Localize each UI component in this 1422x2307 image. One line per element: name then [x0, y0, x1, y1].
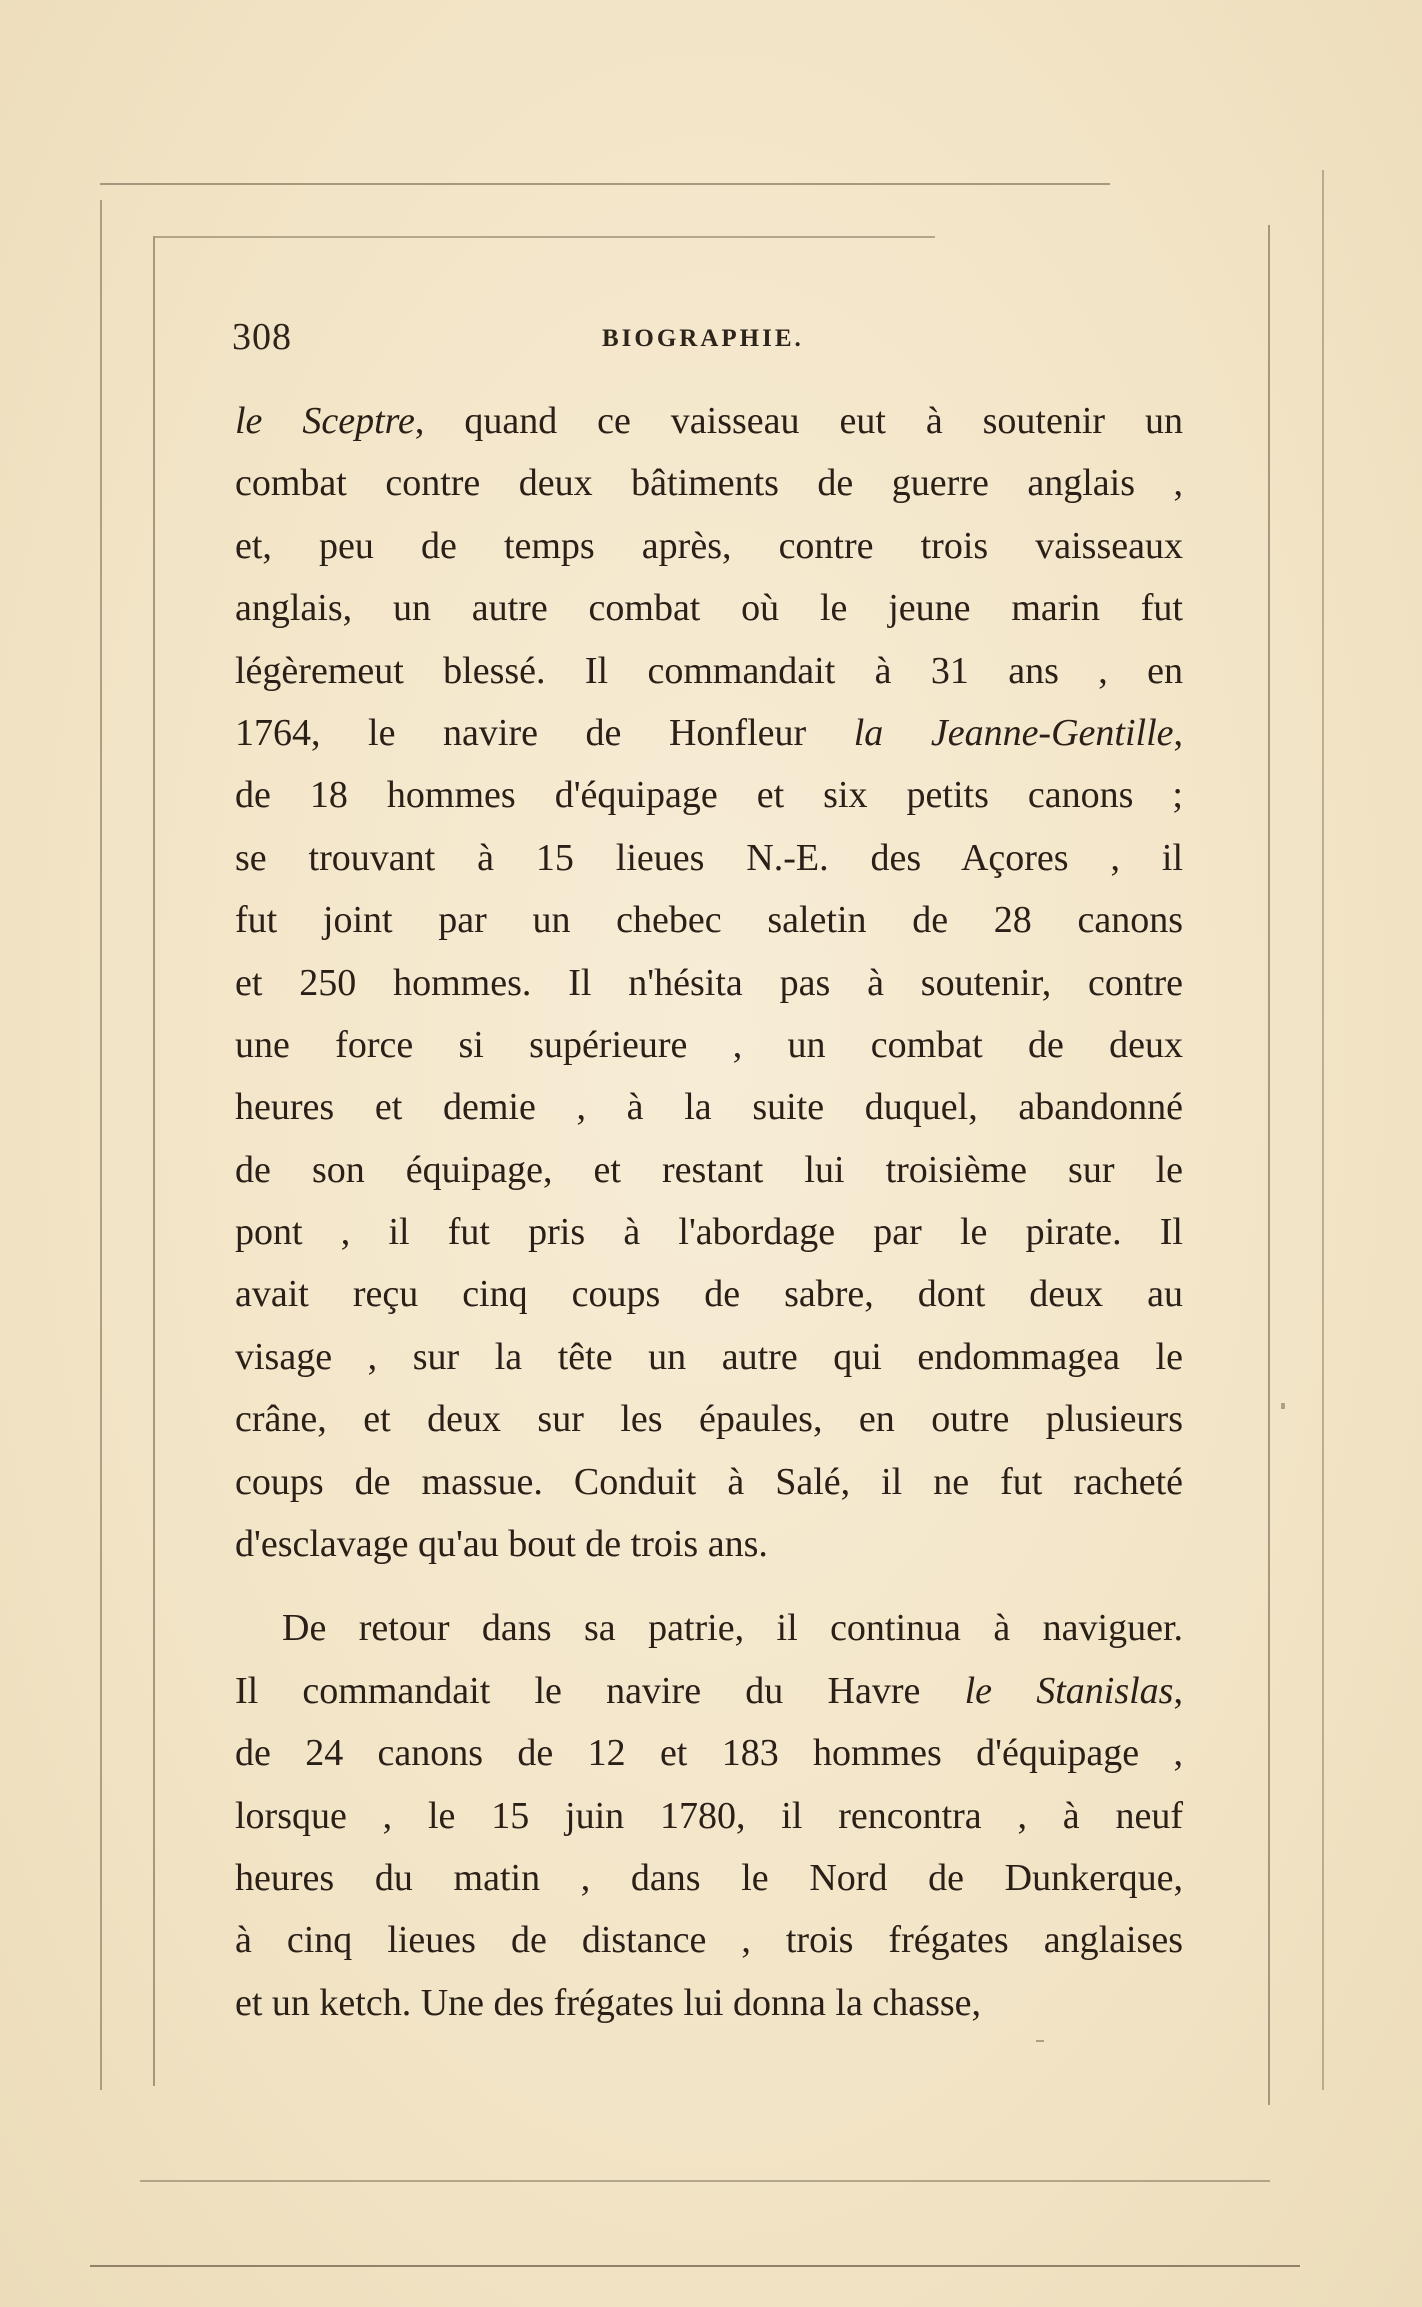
- text-run: se trouvant à 15 lieues N.-E. des Açores , il: [235, 836, 1183, 879]
- text-line: [235, 1201, 1183, 1263]
- text-line: [235, 1388, 1183, 1450]
- text-line: [235, 952, 1183, 1014]
- text-run: coups de massue. Conduit à Salé, il ne fut racheté: [235, 1460, 1183, 1503]
- text-line: [235, 577, 1183, 639]
- text-line: [235, 1139, 1183, 1201]
- text-line: [235, 1972, 1183, 2034]
- frame-line-top-outer: [100, 183, 1110, 185]
- text-run: heures et demie , à la suite duquel, abandonné: [235, 1086, 1183, 1129]
- text-run: de 24 canons de 12 et 183 hommes d'équipage ,: [235, 1732, 1183, 1775]
- text-line: [235, 889, 1183, 951]
- text-run: heures du matin , dans le Nord de Dunkerque,: [235, 1856, 1183, 1899]
- text-run: De retour dans sa patrie, il continua à naviguer.: [282, 1607, 1183, 1650]
- italic-text: le Sceptre: [235, 400, 415, 442]
- text-run: avait reçu cinq coups de sabre, dont deux au: [235, 1273, 1183, 1316]
- text-line: [235, 1847, 1183, 1909]
- text-run: , quand ce vaisseau eut à soutenir un: [414, 400, 1183, 442]
- text-line: [235, 1014, 1183, 1076]
- paragraph-gap: [235, 1575, 1183, 1597]
- text-run: anglais, un autre combat où le jeune marin fut: [235, 587, 1183, 630]
- paragraph: [235, 1597, 1183, 2034]
- body-text: [235, 390, 1183, 2034]
- text-run: légèremeut blessé. Il commandait à 31 ans , en: [235, 649, 1183, 692]
- frame-line-left-outer: [100, 200, 102, 2090]
- frame-line-top-inner: [155, 236, 935, 238]
- text-run: de 18 hommes d'équipage et six petits canons ;: [235, 774, 1183, 817]
- text-line: [235, 1785, 1183, 1847]
- text-line: [235, 390, 1183, 452]
- page-header: [232, 315, 1232, 365]
- text-run: lorsque , le 15 juin 1780, il rencontra , à neuf: [235, 1794, 1183, 1837]
- ink-speck: [1036, 2040, 1044, 2042]
- text-line: [235, 1076, 1183, 1138]
- text-line: [235, 452, 1183, 514]
- text-line: [235, 702, 1183, 764]
- text-line: [235, 515, 1183, 577]
- text-run: et un ketch. Une des frégates lui donna la chasse,: [235, 1981, 982, 2024]
- text-run: crâne, et deux sur les épaules, en outre plusieurs: [235, 1398, 1183, 1441]
- paragraph: [235, 390, 1183, 1575]
- text-run: ,: [1173, 711, 1183, 754]
- text-line: [235, 1909, 1183, 1971]
- text-run: de son équipage, et restant lui troisième sur le: [235, 1148, 1183, 1191]
- text-run: et 250 hommes. Il n'hésita pas à soutenir, contre: [235, 961, 1183, 1004]
- text-line: [235, 764, 1183, 826]
- ink-speck: [1281, 1403, 1285, 1409]
- text-line: [235, 1597, 1183, 1659]
- text-run: ,: [1173, 1669, 1183, 1712]
- text-run: combat contre deux bâtiments de guerre anglais ,: [235, 462, 1183, 505]
- text-line: [235, 1722, 1183, 1784]
- frame-line-right-outer: [1322, 170, 1324, 2090]
- text-run: Il commandait le navire du Havre: [235, 1669, 965, 1712]
- frame-line-right-inner: [1268, 225, 1270, 2105]
- text-run: à cinq lieues de distance , trois frégates anglaises: [235, 1919, 1183, 1962]
- text-run: 1764, le navire de Honfleur: [235, 711, 854, 754]
- running-head: BIOGRAPHIE.: [602, 325, 804, 352]
- text-line: [235, 1513, 1183, 1575]
- text-run: fut joint par un chebec saletin de 28 canons: [235, 899, 1183, 942]
- text-line: [235, 1451, 1183, 1513]
- italic-text: le Stanislas: [964, 1669, 1174, 1712]
- text-line: [235, 827, 1183, 889]
- frame-line-left-inner: [153, 236, 155, 2086]
- text-run: une force si supérieure , un combat de deux: [235, 1023, 1183, 1066]
- text-run: visage , sur la tête un autre qui endommagea le: [235, 1335, 1183, 1378]
- text-line: [235, 1660, 1183, 1722]
- italic-text: la Jeanne-Gentille: [853, 711, 1174, 754]
- page-number: 308: [232, 316, 292, 358]
- text-run: d'esclavage qu'au bout de trois ans.: [235, 1523, 768, 1566]
- text-run: pont , il fut pris à l'abordage par le pirate. Il: [235, 1211, 1183, 1254]
- text-line: [235, 1263, 1183, 1325]
- frame-line-bottom-inner: [140, 2180, 1270, 2182]
- text-line: [235, 1326, 1183, 1388]
- text-line: [235, 640, 1183, 702]
- frame-line-bottom-outer: [90, 2265, 1300, 2267]
- text-run: et, peu de temps après, contre trois vaisseaux: [235, 524, 1183, 567]
